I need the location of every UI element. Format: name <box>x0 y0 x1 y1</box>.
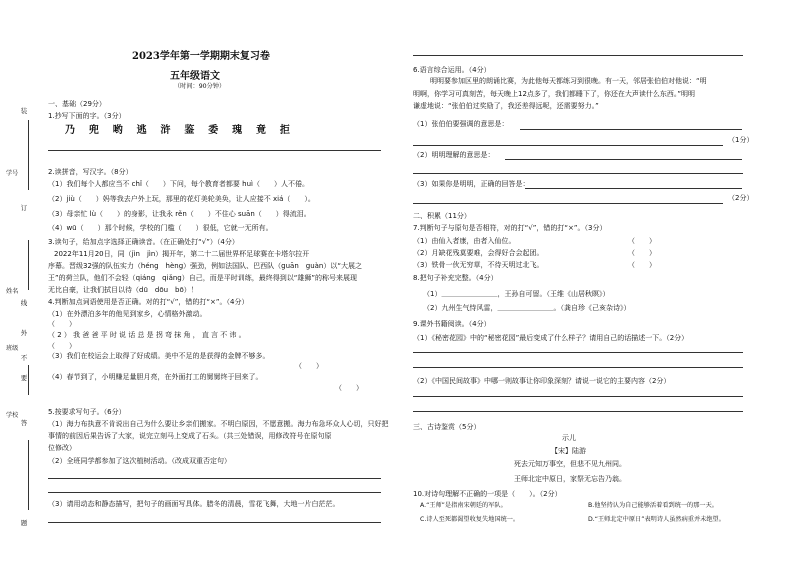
q9-answer-line-4[interactable] <box>413 411 743 412</box>
q2-item-4: （4）wū（ ）那个时候，学校的门槛（ ）很低，它就一无所有。 <box>48 224 273 232</box>
q7-judge: 7.判断句子与原句是否相符，对的打“√”，错的打“×”。（3分） <box>413 224 607 232</box>
q4-judge: 4.判断加点词语使用是否正确。对的打“√”，错的打“×”。（4分） <box>48 298 249 306</box>
q1-copy: 1.抄写下面的字。（3分） <box>48 112 126 120</box>
q6-answer-line-3b[interactable] <box>413 203 723 204</box>
q5-answer-line-1[interactable] <box>48 478 381 479</box>
q10-option-b[interactable]: B.他坚持认为自己能够活着看到统一的那一天。 <box>588 502 718 509</box>
copy-char: 哟 <box>112 125 123 136</box>
seal-char: 答 <box>20 419 28 427</box>
q4-item-3: （3）我们在校运会上取得了好成绩。美中不足的是获得的金牌不够多。 <box>48 352 270 360</box>
q8-item-1: （1）＿＿＿＿＿＿＿＿，王孙自可留。（王维《山居秋暝》） <box>423 290 610 298</box>
seal-char: 题 <box>20 519 28 527</box>
q4-answer-4[interactable]: （ ） <box>335 384 363 392</box>
copy-char: 拒 <box>279 125 290 136</box>
q6-answer-line-1[interactable] <box>520 129 742 130</box>
poem-line-1: 死去元知万事空，但悲不见九州同。 <box>514 460 626 468</box>
q4-answer-3[interactable]: （ ） <box>295 362 323 370</box>
poem-author: 【宋】陆游 <box>551 447 586 455</box>
q6-para-1: 明明要参加区里的朗诵比赛，为此他每天都练习到很晚。有一天，邻居张伯伯对他说：“明 <box>430 77 707 85</box>
copy-char: 瑰 <box>232 125 243 136</box>
q7-item-3: （3）铁骨一伙无穷草，不待天明过北飞。 <box>413 261 544 269</box>
q6-language: 6.语言综合运用。（4分） <box>413 66 491 74</box>
q6-answer-line-3[interactable] <box>525 188 742 189</box>
q3-text-1: 2022年11月20日，同（jìn jìn）揭开年，第二十二届世界杯足球赛在卡塔尔拉开 <box>54 250 310 258</box>
seal-char: 线 <box>20 299 28 307</box>
copy-char: 浒 <box>160 125 171 136</box>
q4-item-4: （4）春节到了，小明赚足量胆月亮，在外面打工的舅舅终于回来了。 <box>48 373 263 381</box>
class-label: 班级 <box>6 345 19 352</box>
q7-item-2: （2）月缺花残莫要难，会得好合会起团。 <box>413 249 544 257</box>
q3-text-3: 王”的荷兰队，他们不会轻（qiáng qiǎng）自己，而是平时训练，最终得到以“雄狮”的称号来展现 <box>48 274 357 282</box>
seal-char: 订 <box>20 204 28 212</box>
q4-answer-1[interactable]: （ ） <box>48 320 76 328</box>
q5-answer-line-3[interactable] <box>48 522 381 523</box>
q8-complete: 8.把句子补充完整。（4分） <box>413 274 498 282</box>
q3-text-2: 序幕。晋级32强的队伍实力（héng hèng）强劲，例如法国队、巴西队（guān guàn）以“大展之 <box>48 262 362 270</box>
q6-para-2: 明啊，你学习可真刻苦，每天晚上12点多了，我们都睡下了，你还在大声读什么东西。”明明 <box>413 90 696 98</box>
q6-score-1: （1分） <box>728 136 754 144</box>
q6-item-3: （3）如果你是明明，正确的回答是： <box>413 180 530 188</box>
seal-char: 装 <box>20 107 28 115</box>
q10-question: 10.对诗句理解不正确的一项是（ ）。（2分） <box>413 490 562 498</box>
q5-answer-line-2[interactable] <box>48 492 381 493</box>
q2-item-1: （1）我们每个人都应当不 chǐ（ ）下问，每个教育者都要 huì（ ）人不倦。 <box>48 180 309 188</box>
seal-char: 不 <box>20 354 28 362</box>
q2-item-2: （2）jiù（ ）妈等我去户外上玩，那里的花灯美轮美奂，让人应接不 xiá（ ）。 <box>48 195 315 203</box>
copy-char: 乃 <box>65 125 75 136</box>
q6-answer-line-1b[interactable] <box>413 145 723 146</box>
exam-title: 2023学年第一学期期末复习卷 <box>132 51 270 62</box>
seal-char: 要 <box>20 374 28 382</box>
q4-item-1: （1）在外漂泊多年的他见到家乡，心情格外激动。 <box>48 310 207 318</box>
copy-writing-line[interactable] <box>48 150 381 151</box>
q6-item-1: （1）张伯伯要强调的意思是： <box>413 120 509 128</box>
q10-option-c[interactable]: C.诗人至死都渴望收复失地国统一。 <box>420 516 520 523</box>
copy-characters <box>65 121 290 136</box>
q4-answer-2[interactable]: （ ） <box>48 342 76 350</box>
q5-item-3: （3）请用动态和静态描写，把句子的画面写具体。腊冬的清晨，雪花飞舞，大地一片白茫茫。 <box>48 500 340 508</box>
q7-answer-3[interactable]: （ ） <box>628 261 656 269</box>
subject-title: 五年级语文 <box>170 71 220 82</box>
q10-option-a[interactable]: A.“王师”是指南宋朝廷的军队。 <box>420 502 507 509</box>
top-answer-line[interactable] <box>413 55 743 56</box>
q2-pinyin: 2.读拼音，写汉字。（8分） <box>48 168 133 176</box>
q6-answer-line-2[interactable] <box>505 159 742 160</box>
q7-answer-1[interactable]: （ ） <box>628 237 656 245</box>
q5-rewrite: 5.按要求写句子。（6分） <box>48 408 126 416</box>
q9-reading: 9.课外书籍阅读。（4分） <box>413 320 491 328</box>
q3-pronunciation: 3.读句子，给加点字选择正确读音。（在正确处打“√”）（4分） <box>48 238 239 246</box>
q9-item-1: （1）《秘密花园》中的“秘密花园”最后变成了什么样子？请用自己的话描述一下。（2分） <box>413 334 689 342</box>
poem-line-2: 王师北定中原日，家祭无忘告乃翁。 <box>514 475 626 483</box>
q9-answer-line-3[interactable] <box>413 396 743 397</box>
name-label: 姓名 <box>6 288 19 295</box>
q5-item-1b: 事情的前因后果告诉了大家，说完立刻马上变成了石头。（共三处错误，用修改符号在原句原 <box>48 432 332 440</box>
student-id-label: 学号 <box>6 170 19 177</box>
binding-line-top <box>28 120 29 190</box>
section-accumulation: 二、积累（11分） <box>413 212 471 220</box>
q6-score-3: （2分） <box>728 194 754 202</box>
copy-char: 鉴 <box>184 125 195 136</box>
copy-char: 逃 <box>136 125 147 136</box>
q6-item-2: （2）明明理解的意思是： <box>413 151 495 159</box>
q8-item-2: （2）九州生气恃风雷，＿＿＿＿＿＿＿＿。（龚自珍《己亥杂诗》） <box>423 304 631 312</box>
copy-char: 委 <box>208 125 219 136</box>
poem-title: 示儿 <box>562 434 576 442</box>
school-label: 学校 <box>6 412 19 419</box>
q10-option-d[interactable]: D.“王师北定中原日”表明诗人虽然病重并未绝望。 <box>588 516 725 523</box>
q9-item-2: （2）《中国民间故事》中哪一则故事让你印象深刻？请说一说它的主要内容（2分） <box>413 377 671 385</box>
binding-line-low <box>28 365 29 395</box>
q4-item-2: （2）我爸爸平时说话总是拐弯抹角，直言不讳。 <box>48 331 248 339</box>
q6-answer-line-2b[interactable] <box>413 173 743 174</box>
q7-item-1: （1）由仙入者康，由者入仙位。 <box>413 237 516 245</box>
copy-char: 竟 <box>256 125 266 136</box>
q9-answer-line-1[interactable] <box>413 352 743 353</box>
q6-para-3: 谦虚地说：“张伯伯过奖励了，我还差得远呢，还需要努力。” <box>413 102 599 110</box>
section-basics: 一、基础（29分） <box>48 100 106 108</box>
binding-line-bottom <box>28 440 29 510</box>
exam-time: （时间：90分钟） <box>174 83 226 90</box>
q5-item-1c: 位修改） <box>48 444 76 452</box>
q5-item-2: （2）全班同学都参加了这次植树活动。（改成双重否定句） <box>48 457 231 465</box>
binding-line-mid <box>28 240 29 290</box>
q7-answer-2[interactable]: （ ） <box>628 249 656 257</box>
seal-char: 外 <box>20 329 28 337</box>
q9-answer-line-2[interactable] <box>413 367 743 368</box>
q5-item-1: （1）海力布执意不肯说出自己为什么要让乡亲们搬家。不明白原因，不愿意搬。海力布急坏众人心切，只好把 <box>48 420 389 428</box>
q3-text-4: 无比自豪，让我们拭目以待（dū dōu bō）！ <box>48 286 198 294</box>
q2-item-3: （3）母亲忙 lù（ ）的身影，让我永 rěn（ ）不住心 suān（ ）得流泪。 <box>48 210 311 218</box>
section-poetry: 三、古诗鉴赏（5分） <box>413 423 481 431</box>
copy-char: 兜 <box>88 125 99 136</box>
